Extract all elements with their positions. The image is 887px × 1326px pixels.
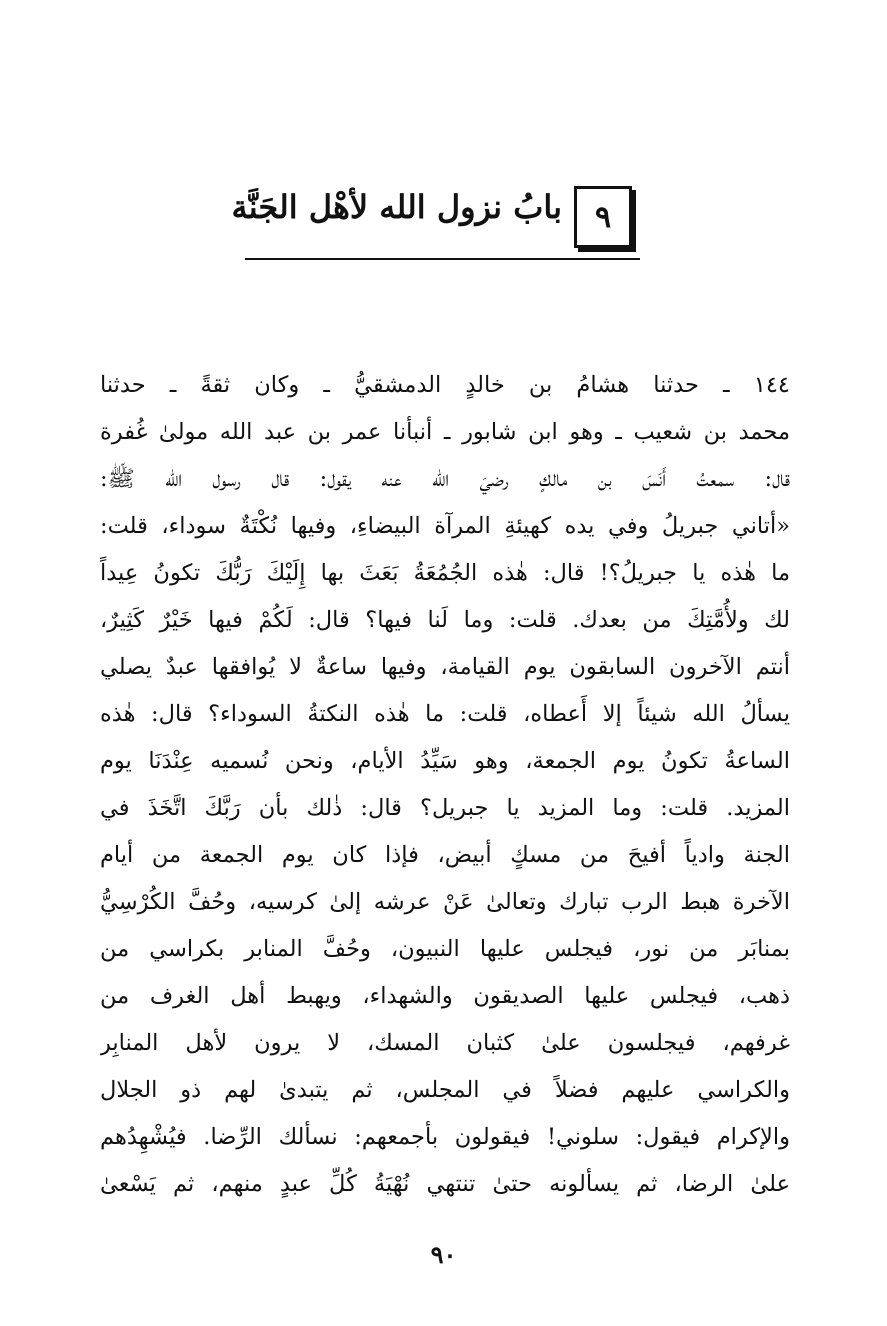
text-line: أنتم الآخرون السابقون يوم القيامة، وفيها ساعةٌ لا يُوافقها عبدٌ يصلي [100, 654, 790, 680]
text-line: ما هٰذه يا جبريلُ؟! قال: هٰذه الجُمُعَةُ بَعَثَ بها إِلَيْكَ رَبُّكَ تكونُ عِيداً [100, 560, 790, 586]
text-line: الآخرة هبط الرب تبارك وتعالىٰ عَنْ عرشه إلىٰ كرسيه، وحُفَّ الكُرْسِيُّ [100, 889, 790, 915]
chapter-number-box [574, 186, 632, 248]
text-line: قال: سمعتُ أَنَسَ بن مالكٍ رضيَ الله عنه يقول: قال رسول الله ﷺ: [100, 466, 790, 492]
text-line: «أتاني جبريلُ وفي يده كهيئةِ المرآة البيضاءِ، وفيها نُكْتَةٌ سوداء، قلت: [100, 513, 790, 539]
text-line: والإكرام فيقول: سلوني! فيقولون بأجمعهم: نسألك الرِّضا. فيُشْهِدُهم [100, 1124, 790, 1150]
text-line: الساعةُ تكونُ يوم الجمعة، وهو سَيِّدُ الأيام، ونحن نُسميه عِنْدَنَا يوم [100, 748, 790, 774]
chapter-title: بابُ نزول الله لأهْل الجَنَّة [231, 188, 562, 226]
body-text [100, 362, 790, 1208]
text-line: يسألُ الله شيئاً إلا أَعطاه، قلت: ما هٰذه النكتةُ السوداء؟ قال: هٰذه [100, 701, 790, 727]
text-line: ١٤٤ ـ حدثنا هشامُ بن خالدٍ الدمشقيُّ ـ وكان ثقةً ـ حدثنا [100, 372, 790, 398]
text-line: والكراسي عليهم فضلاً في المجلس، ثم يتبدىٰ لهم ذو الجلال [100, 1077, 790, 1103]
chapter-heading [231, 178, 640, 260]
text-line: المزيد. قلت: وما المزيد يا جبريل؟ قال: ذٰلك بأن رَبَّكَ اتَّخَذَ في [100, 795, 790, 821]
text-line: غرفهم، فيجلسون علىٰ كثبان المسك، لا يرون لأهل المنابِر [100, 1030, 790, 1056]
text-line: ذهب، فيجلس عليها الصديقون والشهداء، ويهبط أهل الغرف من [100, 983, 790, 1009]
text-line: محمد بن شعيب ـ وهو ابن شابور ـ أنبأنا عمر بن عبد الله مولىٰ غُفرة [100, 419, 790, 445]
text-line: لك ولأُمَّتِكَ من بعدك. قلت: وما لَنا فيها؟ قال: لَكُمْ فيها خَيْرٌ كَثِيرٌ، [100, 607, 790, 633]
chapter-number: ٩ [594, 199, 612, 235]
heading-underline [245, 258, 640, 260]
text-line: بمنابَر من نور، فيجلس عليها النبيون، وحُفَّ المنابر بكراسي من [100, 936, 790, 962]
page-number: ٩٠ [430, 1240, 457, 1269]
text-line: علىٰ الرضا، ثم يسألونه حتىٰ تنتهي نُهْيَةُ كُلِّ عبدٍ منهم، ثم يَسْعىٰ [100, 1171, 790, 1197]
text-line: الجنة وادياً أفيحَ من مسكٍ أبيض، فإذا كان يوم الجمعة من أيام [100, 842, 790, 868]
